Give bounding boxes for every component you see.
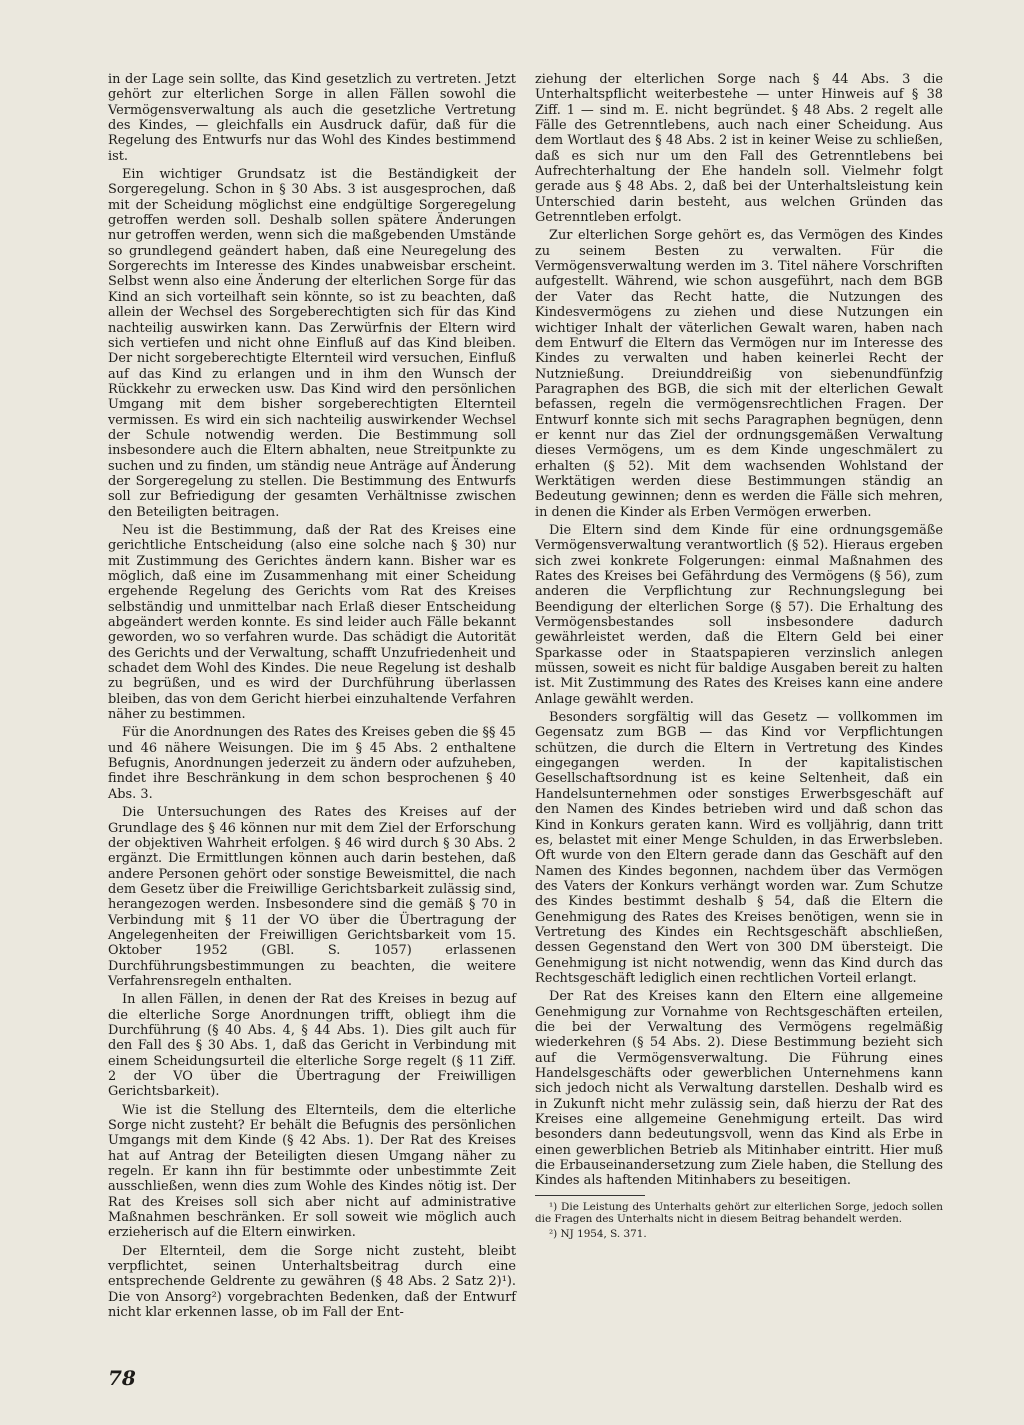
footnote-2: ²) NJ 1954, S. 371. [549,1227,647,1240]
right-paragraph-2: Zur elterlichen Sorge gehört es, das Vermögen des Kindes zu seinem Besten zu verwalten. Für die Vermögensverwaltung werden im 3. Titel nähere Vorschriften aufgestellt. Während, wie schon ausgeführt, nach dem BGB der Vater das Recht hatte, die Nutzungen des Kindesvermögens zu ziehen und diese Nutzungen ein wichtiger Inhalt der väterlichen Gewalt waren, haben nach dem Entwurf die Eltern das Vermögen nur im Interesse des Kindes zu verwalten und haben keinerlei Recht der Nutznießung. Dreiunddreißig von siebenundfünfzig Paragraphen des BGB, die sich mit der elterlichen Gewalt befassen, regeln die vermögensrechtlichen Fragen. Der Entwurf konnte sich mit sechs Paragraphen begnügen, denn er kennt nur das Ziel der ordnungsgemäßen Verwaltung dieses Vermögens, um es dem Kinde ungeschmälert zu erhalten (§ 52). Mit dem wachsenden Wohlstand der Werktätigen werden diese Bestimmungen ständig an Bedeutung gewinnen; denn es werden die Fälle sich mehren, in denen die Kinder als Erben Vermögen erwerben. [535,228,943,520]
right-paragraph-4: Besonders sorgfältig will das Gesetz — vollkommen im Gegensatz zum BGB — das Kind vor Verpflichtungen schützen, die durch die Eltern in Vertretung des Kindes eingegangen werden. In der kapitalistischen Gesellschaftsordnung ist es keine Seltenheit, daß ein Handelsunternehmen oder sonstiges Erwerbsgeschäft auf den Namen des Kindes betrieben wird und daß schon das Kind in Konkurs geraten kann. Wird es volljährig, dann tritt es, belastet mit einer Menge Schulden, in das Erwerbsleben. Oft wurde von den Eltern gerade dann das Geschäft auf den Namen des Kindes begonnen, nachdem über das Vermögen des Vaters der Konkurs verhängt worden war. Zum Schutze des Kindes bestimmt deshalb § 54, daß die Eltern die Genehmigung des Rates des Kreises benötigen, wenn sie in Vertretung des Kindes ein Rechtsgeschäft abschließen, dessen Gegenstand den Wert von 300 DM übersteigt. Die Genehmigung ist nicht notwendig, wenn das Kind durch das Rechtsgeschäft lediglich einen rechtlichen Vorteil erlangt. [535,710,943,986]
right-paragraph-5: Der Rat des Kreises kann den Eltern eine allgemeine Genehmigung zur Vornahme von Rechtsgeschäften erteilen, die bei der Verwaltung des Vermögens regelmäßig wiederkehren (§ 54 Abs. 2). Diese Bestimmung bezieht sich auf die Vermögensverwaltung. Die Führung eines Handelsgeschäfts oder gewerblichen Unternehmens kann sich jedoch nicht als Verwaltung darstellen. Deshalb wird es in Zukunft nicht mehr zulässig sein, daß hierzu der Rat des Kreises eine allgemeine Genehmigung erteilt. Das wird besonders dann bedeutungsvoll, wenn das Kind als Erbe in einen gewerblichen Betrieb als Mitinhaber eintritt. Hier muß die Erbauseinandersetzung zum Ziele haben, die Stellung des Kindes als haftenden Mitinhabers zu beseitigen. [535,989,943,1189]
left-paragraph-1: in der Lage sein sollte, das Kind gesetzlich zu vertreten. Jetzt gehört zur elterlichen Sorge in allen Fällen sowohl die Vermögensverwaltung als auch die gesetzliche Vertretung des Kindes, — gleichfalls ein Ausdruck dafür, daß für die Regelung des Entwurfs nur das Wohl des Kindes bestimmend ist. [108,72,516,164]
left-paragraph-3: Neu ist die Bestimmung, daß der Rat des Kreises eine gerichtliche Entscheidung (also eine solche nach § 30) nur mit Zustimmung des Gerichtes ändern kann. Bisher war es möglich, daß eine im Zusammenhang mit einer Scheidung ergehende Regelung des Gerichts vom Rat des Kreises selbständig und unmittelbar nach Erlaß dieser Entscheidung abgeändert werden konnte. Es sind leider auch Fälle bekannt geworden, wo so verfahren wurde. Das schädigt die Autorität des Gerichts und der Verwaltung, schafft Unzufriedenheit und schadet dem Wohl des Kindes. Die neue Regelung ist deshalb zu begrüßen, und es wird der Durchführung überlassen bleiben, das von dem Gericht hierbei einzuhaltende Verfahren näher zu bestimmen. [108,522,516,723]
right-paragraph-3: Die Eltern sind dem Kinde für eine ordnungsgemäße Vermögensverwaltung verantwortlich (§ 52). Hieraus ergeben sich zwei konkrete Folgerungen: einmal Maßnahmen des Rates des Kreises bei Gefährdung des Vermögens (§ 56), zum anderen die Verpflichtung zur Rechnungslegung bei Beendigung der elterlichen Sorge (§ 57). Die Erhaltung des Vermögensbestandes soll insbesondere dadurch gewährleistet werden, daß die Eltern Geld bei einer Sparkasse oder in Staatspapieren verzinslich anlegen müssen, soweit es nicht für baldige Ausgaben bereit zu halten ist. Mit Zustimmung des Rates des Kreises kann eine andere Anlage gewählt werden. [535,522,943,707]
footnote-divider [535,1195,645,1196]
left-paragraph-2: Ein wichtiger Grundsatz ist die Beständigkeit der Sorgeregelung. Schon in § 30 Abs. 3 ist ausgesprochen, daß mit der Scheidung möglichst eine endgültige Sorgeregelung getroffen werden soll. Deshalb sollen spätere Änderungen nur getroffen werden, wenn sich die maßgebenden Umstände so grundlegend geändert haben, daß eine Neuregelung des Sorgerechts im Interesse des Kindes unabweisbar erscheint. Selbst wenn also eine Änderung der elterlichen Sorge für das Kind an sich vorteilhaft sein könnte, so ist zu beachten, daß allein der Wechsel des Sorgeberechtigten sich für das Kind nachteilig auswirken kann. Das Zerwürfnis der Eltern wird sich vertiefen und nicht ohne Einfluß auf das Kind bleiben. Der nicht sorgeberechtigte Elternteil wird versuchen, Einfluß auf das Kind zu erlangen und in ihm den Wunsch der Rückkehr zu erwecken usw. Das Kind wird den persönlichen Umgang mit dem bisher sorgeberechtigten Elternteil vermissen. Es wird ein sich nachteilig auswirkender Wechsel der Schule notwendig werden. Die Bestimmung soll insbesondere auch die Eltern abhalten, neue Streitpunkte zu suchen und zu finden, um ständig neue Anträge auf Änderung der Sorgeregelung zu stellen. Die Bestimmung des Entwurfs soll zur Befriedigung der gesamten Verhältnisse zwischen den Beteiligten beitragen. [108,167,516,520]
right-paragraph-1: ziehung der elterlichen Sorge nach § 44 Abs. 3 die Unterhaltspflicht weiterbestehe — unter Hinweis auf § 38 Ziff. 1 — sind m. E. nicht begründet. § 48 Abs. 2 regelt alle Fälle des Getrenntlebens, auch nach einer Scheidung. Aus dem Wortlaut des § 48 Abs. 2 ist in keiner Weise zu schließen, daß es sich nur um den Fall des Getrenntlebens bei Aufrechterhaltung der Ehe handeln soll. Vielmehr folgt gerade aus § 48 Abs. 2, daß bei der Unterhaltsleistung kein Unterschied darin besteht, aus welchen Gründen das Getrenntleben erfolgt. [535,72,943,226]
left-paragraph-7: Wie ist die Stellung des Elternteils, dem die elterliche Sorge nicht zusteht? Er behält die Befugnis des persönlichen Umgangs mit dem Kinde (§ 42 Abs. 1). Der Rat des Kreises hat auf Antrag der Beteiligten diesen Umgang näher zu regeln. Er kann ihn für bestimmte oder unbestimmte Zeit ausschließen, wenn dies zum Wohle des Kindes nötig ist. Der Rat des Kreises soll sich aber nicht auf administrative Maßnahmen beschränken. Er soll soweit wie möglich auch erzieherisch auf die Eltern einwirken. [108,1102,516,1241]
right-column [535,72,943,1240]
left-paragraph-4: Für die Anordnungen des Rates des Kreises geben die §§ 45 und 46 nähere Weisungen. Die im § 45 Abs. 2 enthaltene Befugnis, Anordnungen jederzeit zu ändern oder aufzuheben, findet ihre Beschränkung in dem schon besprochenen § 40 Abs. 3. [108,725,516,802]
left-paragraph-6: In allen Fällen, in denen der Rat des Kreises in bezug auf die elterliche Sorge Anordnungen trifft, obliegt ihm die Durchführung (§ 40 Abs. 4, § 44 Abs. 1). Dies gilt auch für den Fall des § 30 Abs. 1, daß das Gericht in Verbindung mit einem Scheidungsurteil die elterliche Sorge regelt (§ 11 Ziff. 2 der VO über die Übertragung der Freiwilligen Gerichtsbarkeit). [108,992,516,1100]
page-number: 78 [108,1366,136,1390]
footnote-1: ¹) Die Leistung des Unterhalts gehört zur elterlichen Sorge, jedoch sollen die Fragen des Unterhalts nicht in diesem Beitrag behandelt werden. [535,1200,943,1226]
left-column [108,72,516,1324]
footnotes [535,1195,943,1240]
left-paragraph-8: Der Elternteil, dem die Sorge nicht zusteht, bleibt verpflichtet, seinen Unterhaltsbeitrag durch eine entsprechende Geldrente zu gewähren (§ 48 Abs. 2 Satz 2)¹). Die von Ansorg²) vorgebrachten Bedenken, daß der Entwurf nicht klar erkennen lasse, ob im Fall der Ent- [108,1243,516,1321]
left-paragraph-5: Die Untersuchungen des Rates des Kreises auf der Grundlage des § 46 können nur mit dem Ziel der Erforschung der objektiven Wahrheit erfolgen. § 46 wird durch § 30 Abs. 2 ergänzt. Die Ermittlungen können auch darin bestehen, daß andere Personen gehört oder sonstige Beweismittel, die nach dem Gesetz über die Freiwillige Gerichtsbarkeit zulässig sind, herangezogen werden. Insbesondere sind die gemäß § 70 in Verbindung mit § 11 der VO über die Übertragung der Angelegenheiten der Freiwilligen Gerichtsbarkeit vom 15. Oktober 1952 (GBl. S. 1057) erlassenen Durchführungsbestimmungen zu beachten, die weitere Verfahrensregeln enthalten. [108,805,516,989]
